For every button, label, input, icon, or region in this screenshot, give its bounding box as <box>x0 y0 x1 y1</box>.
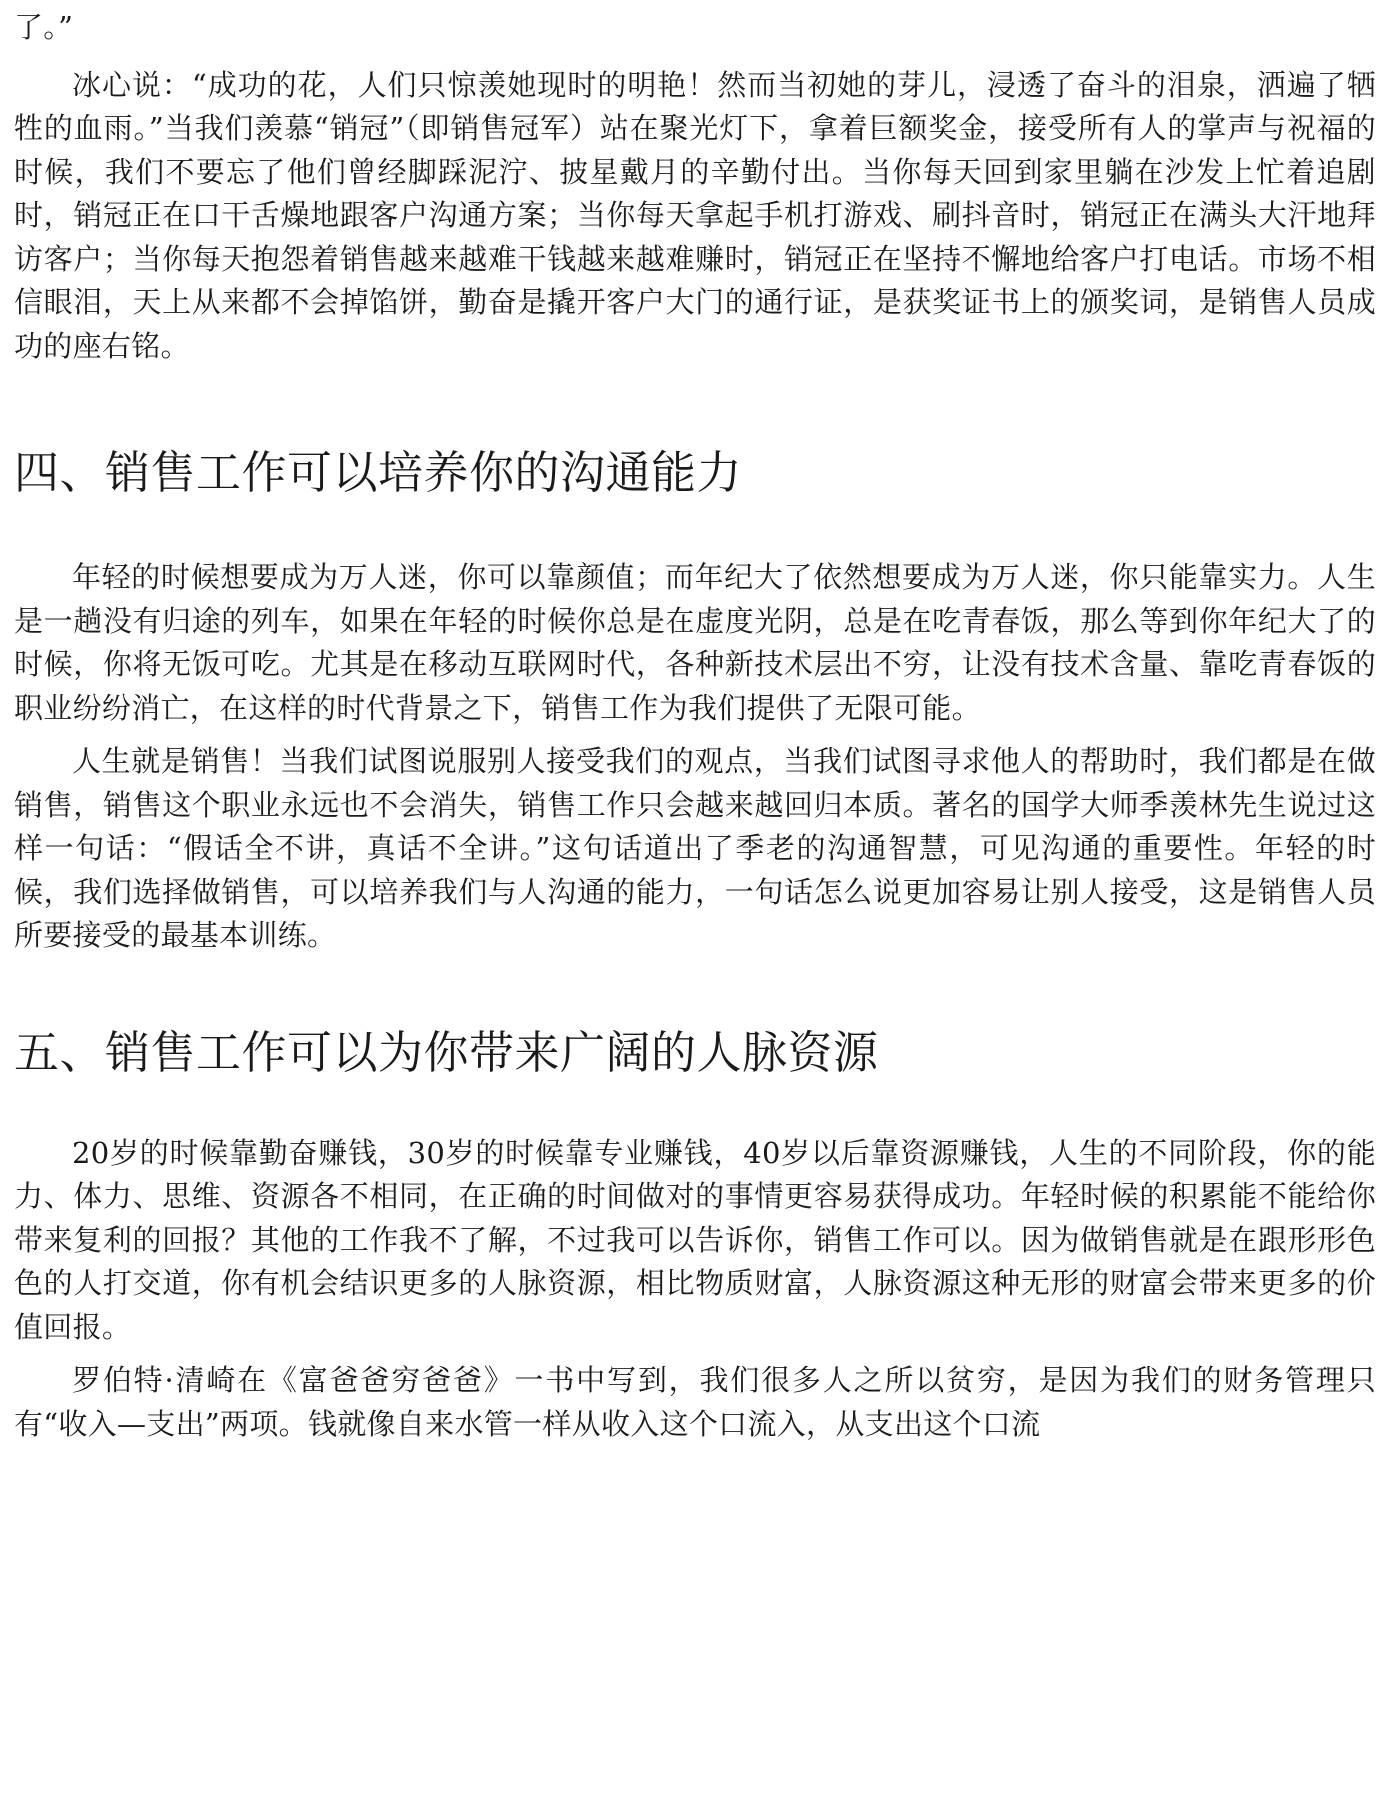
paragraph-rich-dad: 罗伯特·清崎在《富爸爸穷爸爸》一书中写到，我们很多人之所以贫穷，是因为我们的财务管理只有“收入—支出”两项。钱就像自来水管一样从收入这个口流入，从支出这个口流 <box>14 1363 1376 1441</box>
paragraph-bingxin-quote: 冰心说：“成功的花，人们只惊羡她现时的明艳！然而当初她的芽儿，浸透了奋斗的泪泉，洒遍了牺牲的血雨。”当我们羡慕“销冠”（即销售冠军）站在聚光灯下，拿着巨额奖金，接受所有人的掌声与祝福的时候，我们不要忘了他们曾经脚踩泥泞、披星戴月的辛勤付出。当你每天回到家里躺在沙发上忙着追剧时，销冠正在口干舌燥地跟客户沟通方案；当你每天拿起手机打游戏、刷抖音时，销冠正在满头大汗地拜访客户；当你每天抱怨着销售越来越难干钱越来越难赚时，销冠正在坚持不懈地给客户打电话。市场不相信眼泪，天上从来都不会掉馅饼，勤奋是撬开客户大门的通行证，是获奖证书上的颁奖词，是销售人员成功的座右铭。 <box>14 67 1376 363</box>
document-page <box>14 0 1376 1446</box>
paragraph-continued: 了。” <box>14 10 74 44</box>
section-heading-4: 四、销售工作可以培养你的沟通能力 <box>14 446 743 499</box>
paragraph-youth-strength: 年轻的时候想要成为万人迷，你可以靠颜值；而年纪大了依然想要成为万人迷，你只能靠实力。人生是一趟没有归途的列车，如果在年轻的时候你总是在虚度光阴，总是在吃青春饭，那么等到你年纪大了的时候，你将无饭可吃。尤其是在移动互联网时代，各种新技术层出不穷，让没有技术含量、靠吃青春饭的职业纷纷消亡，在这样的时代背景之下，销售工作为我们提供了无限可能。 <box>14 560 1376 725</box>
paragraph-age-stages: 20岁的时候靠勤奋赚钱，30岁的时候靠专业赚钱，40岁以后靠资源赚钱，人生的不同阶段，你的能力、体力、思维、资源各不相同，在正确的时间做对的事情更容易获得成功。年轻时候的积累能不能给你带来复利的回报？其他的工作我不了解，不过我可以告诉你，销售工作可以。因为做销售就是在跟形形色色的人打交道，你有机会结识更多的人脉资源，相比物质财富，人脉资源这种无形的财富会带来更多的价值回报。 <box>14 1135 1376 1344</box>
section-heading-5: 五、销售工作可以为你带来广阔的人脉资源 <box>14 1025 879 1079</box>
paragraph-life-is-sales: 人生就是销售！当我们试图说服别人接受我们的观点，当我们试图寻求他人的帮助时，我们都是在做销售，销售这个职业永远也不会消失，销售工作只会越来越回归本质。著名的国学大师季羡林先生说过这样一句话：“假话全不讲，真话不全讲。”这句话道出了季老的沟通智慧，可见沟通的重要性。年轻的时候，我们选择做销售，可以培养我们与人沟通的能力，一句话怎么说更加容易让别人接受，这是销售人员所要接受的最基本训练。 <box>14 744 1376 952</box>
